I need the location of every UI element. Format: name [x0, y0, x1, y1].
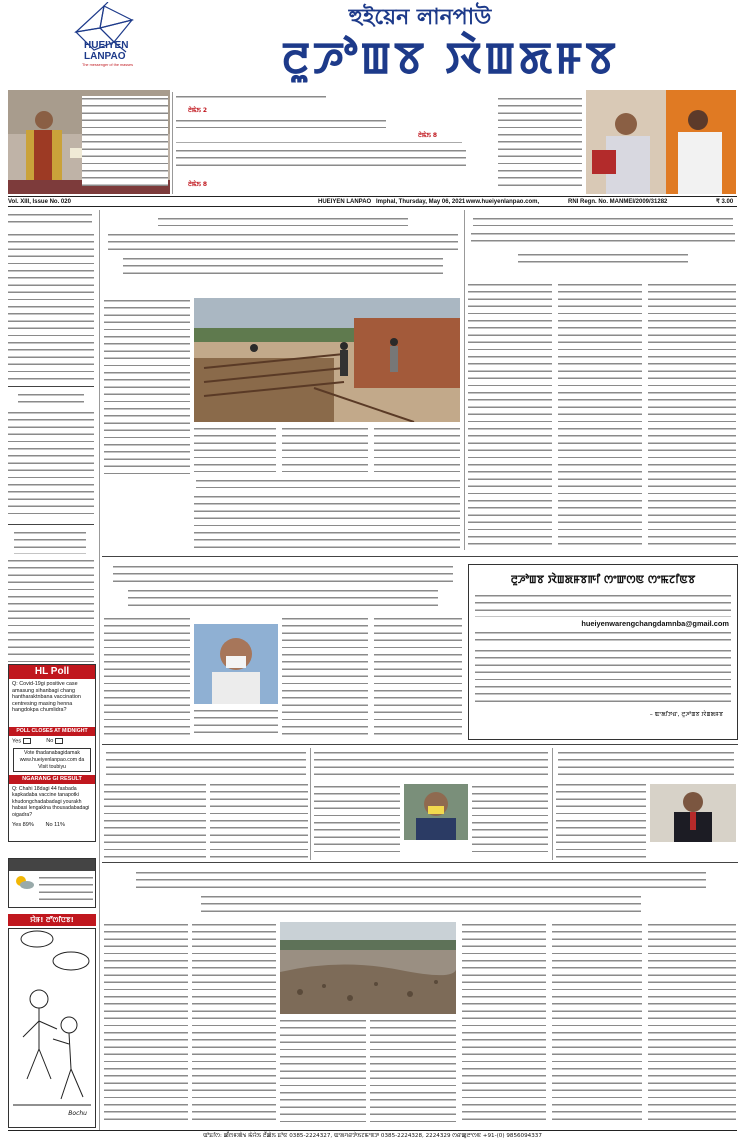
paper-name: HUEIYEN LANPAO — [318, 199, 372, 205]
poll-result-question: Q: Chahi 18dagi 44 fasbada kapkadaba vaccine tanapotki khudongchadabadagi yourakh habasi lengaklna thousadabadagi oigadra? — [12, 786, 90, 818]
right-lead-col-3 — [648, 282, 736, 548]
cartoon-signature: Bochu — [68, 1110, 87, 1117]
website-link[interactable]: www.hueiyenlanpao.com, — [466, 199, 540, 205]
bottom-col-2 — [192, 922, 276, 1122]
cartoon-title: ꯌꯥꯝ! ꯂꯧꯁꯤꯅꯕ! — [8, 914, 96, 926]
masthead-subtitle: হুইয়েন লানপাউ — [348, 4, 492, 30]
price: ₹ 3.00 — [716, 199, 734, 205]
top-page-ref-3[interactable]: ꯂꯥꯃꯥꯏ 8 — [188, 181, 208, 188]
left-headline-3 — [14, 530, 86, 554]
bottom-col-4 — [370, 1018, 456, 1122]
top-page-ref-1[interactable]: ꯂꯥꯃꯥꯏ 2 — [188, 107, 208, 114]
lead-col-3-text — [282, 426, 368, 472]
second-col-3 — [282, 616, 368, 738]
top-headline-1 — [176, 94, 366, 104]
cartoon-drawing-icon — [9, 929, 95, 1127]
poll-title: HL Poll — [9, 665, 95, 679]
logo-tagline: The messenger of the masses — [82, 63, 134, 67]
third-c-col-1 — [556, 782, 646, 858]
lead-sub-text — [194, 494, 460, 552]
volume-issue: Vol. XIII, Issue No. 020 — [8, 199, 71, 205]
poll-result-yes: Yes 89% — [12, 822, 34, 828]
footer-contact-text: ꯑꯣꯐꯤꯁ: ꯀꯩꯁꯝꯄꯥꯠ ꯃꯥꯌꯥꯏ ꯂꯩꯀꯥꯏ ꯐꯣꯟ 0385-2224327, ꯑꯦꯗꯚꯔꯇꯥꯏꯖꯃꯦꯟꯇ 0385-2224328, 2224329 ꯁꯔꯀꯨꯂꯦꯁꯟ +91-(0) 9856094337 — [203, 1133, 542, 1139]
second-col-2 — [194, 708, 278, 738]
lead-col-2-text — [194, 426, 276, 472]
third-c-photo — [650, 784, 736, 842]
masthead — [0, 0, 743, 88]
top-article-1-text — [82, 96, 168, 186]
poll-no-label: No — [46, 738, 54, 745]
third-b-col-2 — [472, 784, 548, 858]
second-photo-portrait — [194, 624, 278, 704]
left-headline-2 — [18, 392, 84, 406]
poll-no-checkbox[interactable] — [55, 738, 63, 744]
editor-notice-email[interactable]: hueiyenwarengchangdamnba@gmail.com — [581, 619, 729, 628]
poll-result-no: No 11% — [45, 822, 65, 828]
place-date: Imphal, Thursday, May 06, 2021 — [376, 199, 466, 205]
third-a-col-1 — [104, 782, 206, 858]
poll-yes-checkbox[interactable] — [23, 738, 31, 744]
bottom-photo-rubble — [280, 922, 456, 1014]
lead-headline — [104, 214, 462, 294]
editor-notice-title: ꯂꯨꯍꯣꯡꯕ ꯋꯥꯡꯗꯝꯕꯒꯤ ꯁꯦꯛꯁꯟ ꯁꯦꯃꯖꯤꯟꯕ — [510, 573, 696, 586]
third-b-headline — [314, 750, 548, 778]
top-photo-right — [586, 90, 736, 194]
left-article-1-text — [8, 232, 94, 380]
bottom-col-1 — [104, 922, 188, 1122]
logo-name: HUEIYEN LANPAO — [84, 40, 129, 62]
lead-photo-construction — [194, 298, 460, 422]
top-page-ref-2[interactable]: ꯂꯥꯃꯥꯏ 8 — [418, 132, 438, 139]
top-headline-2 — [176, 118, 386, 128]
cartoon-box — [8, 928, 96, 1128]
third-a-headline — [106, 750, 306, 776]
sun-cloud-icon — [13, 873, 35, 891]
second-col-4 — [374, 616, 462, 738]
bottom-col-3 — [280, 1018, 366, 1122]
right-lead-col-2 — [558, 282, 642, 548]
left-article-2-text — [8, 410, 94, 520]
lead-sub-headline — [196, 478, 460, 488]
masthead-title: ꯂꯨꯍꯣꯡꯕ ꯋꯥꯡꯗꯝꯕ — [281, 33, 619, 84]
bottom-col-5 — [462, 922, 546, 1122]
info-bar — [8, 196, 737, 207]
lead-col-1-text — [104, 298, 190, 474]
footer-bar — [8, 1130, 737, 1142]
right-lead-headline — [468, 214, 738, 278]
bottom-headline — [104, 868, 738, 916]
third-a-col-2 — [210, 782, 308, 858]
third-b-col-1 — [314, 784, 400, 858]
weather-box — [8, 858, 96, 908]
bottom-col-6 — [552, 922, 642, 1122]
top-headline-3 — [176, 148, 466, 170]
third-c-headline — [558, 750, 734, 776]
poll-result-title: NGARANG GI RESULT — [9, 775, 95, 784]
rni-number: RNI Regn. No. MANMEI/2009/31282 — [568, 199, 668, 205]
second-col-1 — [104, 616, 190, 736]
lead-col-4-text — [374, 426, 460, 472]
hl-poll-box — [8, 664, 96, 842]
third-b-photo — [404, 784, 468, 840]
second-headline — [104, 562, 462, 610]
poll-vote-link[interactable]: Vote thadanabagidamak www.hueiyenlanpao.com da Visit toubiyu — [13, 748, 91, 772]
bottom-col-7 — [648, 922, 736, 1122]
left-headline-1 — [8, 212, 92, 228]
poll-closes: POLL CLOSES AT MIDNIGHT — [9, 727, 95, 736]
editor-notice-box — [468, 564, 738, 740]
editor-notice-signoff: – ꯑꯦꯗꯤꯇꯔ, ꯂꯨꯍꯣꯡꯕ ꯋꯥꯡꯗꯝꯕ — [649, 711, 723, 718]
right-lead-col-1 — [468, 282, 552, 548]
poll-yes-label: Yes — [12, 738, 22, 745]
top-article-2-text — [498, 96, 582, 188]
left-article-3-text — [8, 558, 94, 662]
poll-question: Q: Covid-19gi positive case amasung sihanbagi chang hantharaktnbana vaccination centresing masing henna hangdokpa chumlidra? — [12, 681, 81, 714]
